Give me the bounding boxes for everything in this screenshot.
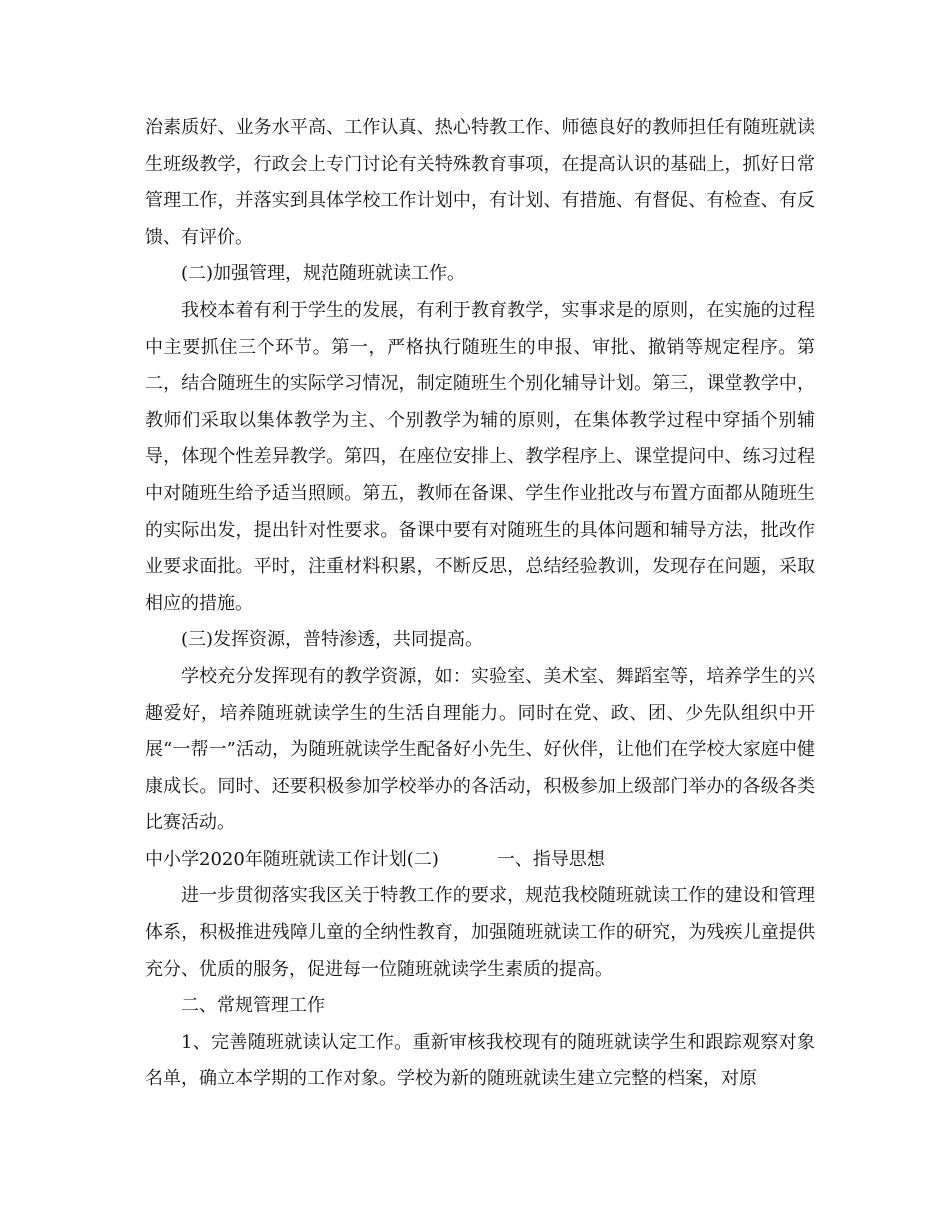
paragraph-2: (二)加强管理，规范随班就读工作。: [181, 263, 466, 285]
title-line: [145, 842, 815, 879]
document-body: [145, 110, 815, 1098]
paragraph-5: 学校充分发挥现有的教学资源，如：实验室、美术室、舞蹈室等，培养学生的兴趣爱好，培养随班就读学生的生活自理能力。同时在党、政、团、少先队组织中开展“一帮一”活动，为随班就读学生配备好小先生、好伙伴，让他们在学校大家庭中健康成长。同时、还要积极参加学校举办的各活动，积极参加上级部门举办的各级各类比赛活动。: [145, 665, 815, 834]
section-heading: 一、指导思想: [496, 848, 605, 870]
paragraph-4: (三)发挥资源，普特渗透，共同提高。: [181, 629, 484, 651]
paragraph-1: 治素质好、业务水平高、工作认真、热心特教工作、师德良好的教师担任有随班就读生班级教学，行政会上专门讨论有关特殊教育事项，在提高认识的基础上，抓好日常管理工作，并落实到具体学校工作计划中，有计划、有措施、有督促、有检查、有反馈、有评价。: [145, 117, 815, 248]
paragraph-3: 我校本着有利于学生的发展，有利于教育教学，实事求是的原则，在实施的过程中主要抓住三个环节。第一，严格执行随班生的申报、审批、撤销等规定程序。第二，结合随班生的实际学习情况，制定随班生个别化辅导计划。第三，课堂教学中，教师们采取以集体教学为主、个别教学为辅的原则，在集体教学过程中穿插个别辅导，体现个性差异教学。第四，在座位安排上、教学程序上、课堂提问中、练习过程中对随班生给予适当照顾。第五，教师在备课、学生作业批改与布置方面都从随班生的实际出发，提出针对性要求。备课中要有对随班生的具体问题和辅导方法，批改作业要求面批。平时，注重材料积累，不断反思，总结经验教训，发现存在问题，采取相应的措施。: [145, 299, 815, 614]
document-title: 中小学2020年随班就读工作计划(二): [145, 848, 439, 870]
paragraph-6: 进一步贯彻落实我区关于特教工作的要求，规范我校随班就读工作的建设和管理体系，积极推进残障儿童的全纳性教育，加强随班就读工作的研究，为残疾儿童提供充分、优质的服务，促进每一位随班就读学生素质的提高。: [145, 885, 815, 980]
paragraph-8: 1、完善随班就读认定工作。重新审核我校现有的随班就读学生和跟踪观察对象名单，确立本学期的工作对象。学校为新的随班就读生建立完整的档案，对原: [145, 1031, 815, 1090]
paragraph-7: 二、常规管理工作: [181, 995, 325, 1017]
